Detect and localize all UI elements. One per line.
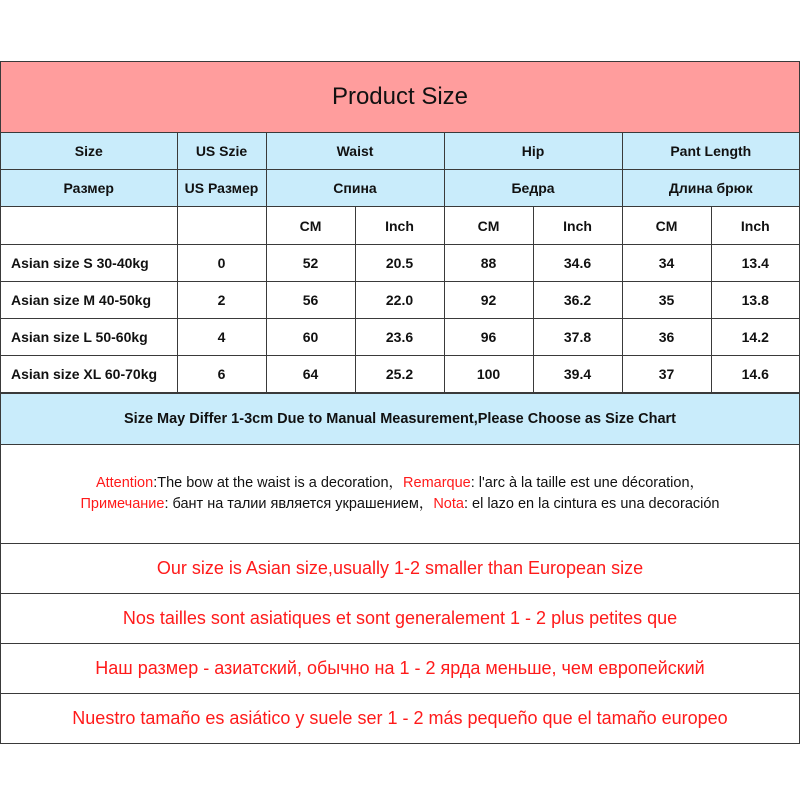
attention-line-2	[81, 494, 720, 515]
measurement-disclaimer: Size May Differ 1-3cm Due to Manual Measurement,Please Choose as Size Chart	[1, 393, 799, 445]
unit-waist-cm: CM	[266, 207, 355, 245]
cell-hip-cm: 92	[444, 282, 533, 319]
cell-length-inch: 14.6	[711, 356, 799, 393]
cell-size: Asian size L 50-60kg	[1, 319, 177, 356]
cell-waist-inch: 25.2	[355, 356, 444, 393]
cell-length-cm: 36	[622, 319, 711, 356]
header-waist-ru: Спина	[266, 170, 444, 207]
cell-length-inch: 13.8	[711, 282, 799, 319]
header-us-size-ru: US Размер	[177, 170, 266, 207]
header-row-russian	[1, 170, 799, 207]
cell-hip-inch: 36.2	[533, 282, 622, 319]
cell-waist-cm: 60	[266, 319, 355, 356]
header-pant-length: Pant Length	[622, 133, 799, 170]
cell-waist-inch: 20.5	[355, 245, 444, 282]
size-chart	[0, 61, 800, 744]
primechanie-text: : бант на талии является украшением，	[164, 496, 434, 512]
table-row	[1, 282, 799, 319]
asian-size-note-es: Nuestro tamaño es asiático y suele ser 1 - 2 más pequeño que el tamaño europeo	[72, 708, 728, 728]
cell-waist-inch: 22.0	[355, 282, 444, 319]
cell-size: Asian size XL 60-70kg	[1, 356, 177, 393]
cell-length-cm: 37	[622, 356, 711, 393]
cell-hip-inch: 34.6	[533, 245, 622, 282]
unit-waist-inch: Inch	[355, 207, 444, 245]
attention-label: Attention	[95, 475, 154, 491]
unit-length-inch: Inch	[711, 207, 799, 245]
cell-size: Asian size S 30-40kg	[1, 245, 177, 282]
size-table	[1, 133, 799, 393]
primechanie-label: Примечание	[80, 496, 165, 512]
asian-size-note-ru: Наш размер - азиатский, обычно на 1 - 2 ярда меньше, чем европейский	[1, 644, 799, 694]
cell-size: Asian size M 40-50kg	[1, 282, 177, 319]
nota-label: Nota	[433, 496, 464, 512]
cell-length-inch: 13.4	[711, 245, 799, 282]
header-hip: Hip	[444, 133, 622, 170]
unit-blank	[1, 207, 177, 245]
cell-length-inch: 14.2	[711, 319, 799, 356]
chart-title: Product Size	[1, 62, 799, 133]
remarque-label: Remarque	[403, 475, 471, 491]
unit-length-cm: CM	[622, 207, 711, 245]
table-row	[1, 356, 799, 393]
cell-waist-inch: 23.6	[355, 319, 444, 356]
header-hip-ru: Бедра	[444, 170, 622, 207]
unit-hip-cm: CM	[444, 207, 533, 245]
nota-text: : el lazo en la cintura es una decoración	[463, 496, 720, 512]
cell-waist-cm: 64	[266, 356, 355, 393]
cell-us: 0	[177, 245, 266, 282]
cell-length-cm: 35	[622, 282, 711, 319]
table-row	[1, 319, 799, 356]
attention-text: :The bow at the waist is a decoration，	[153, 475, 404, 491]
cell-hip-cm: 100	[444, 356, 533, 393]
unit-row	[1, 207, 799, 245]
attention-line-1	[96, 473, 704, 494]
cell-us: 4	[177, 319, 266, 356]
cell-us: 6	[177, 356, 266, 393]
cell-hip-inch: 39.4	[533, 356, 622, 393]
cell-waist-cm: 56	[266, 282, 355, 319]
asian-size-note-fr: Nos tailles sont asiatiques et sont generalement 1 - 2 plus petites que	[1, 594, 799, 644]
attention-note	[1, 445, 799, 544]
header-waist: Waist	[266, 133, 444, 170]
cell-hip-cm: 96	[444, 319, 533, 356]
cell-waist-cm: 52	[266, 245, 355, 282]
header-size-ru: Размер	[1, 170, 177, 207]
table-row	[1, 245, 799, 282]
cell-us: 2	[177, 282, 266, 319]
unit-hip-inch: Inch	[533, 207, 622, 245]
asian-size-note-en: Our size is Asian size,usually 1-2 smaller than European size	[1, 544, 799, 594]
header-us-size: US Szie	[177, 133, 266, 170]
remarque-text: : l'arc à la taille est une décoration，	[470, 475, 705, 491]
cell-hip-cm: 88	[444, 245, 533, 282]
cell-hip-inch: 37.8	[533, 319, 622, 356]
header-row	[1, 133, 799, 170]
unit-blank	[177, 207, 266, 245]
header-size: Size	[1, 133, 177, 170]
cell-length-cm: 34	[622, 245, 711, 282]
header-pant-length-ru: Длина брюк	[622, 170, 799, 207]
